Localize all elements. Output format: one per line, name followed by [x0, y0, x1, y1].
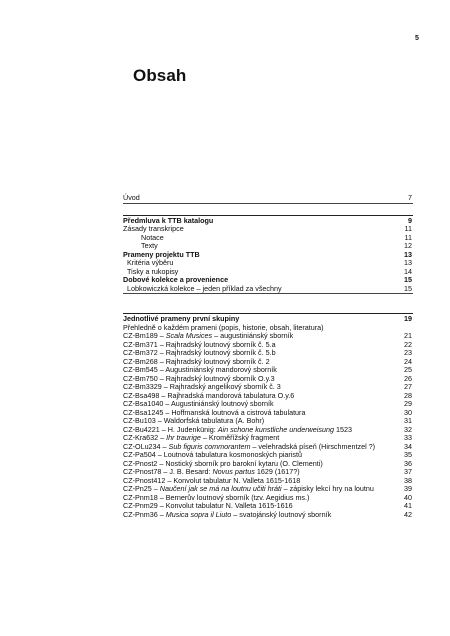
toc-entry-text: CZ-Pnm29 – Konvolut tabulatur N. Valleta 1615-1616 [123, 501, 293, 510]
toc-entry-suffix: – svatojánský loutnový sborník [231, 509, 332, 519]
toc-entry-text: CZ-Pnost412 – Konvolut tabulatur N. Valleta 1615-1618 [123, 475, 301, 485]
toc-entry-text: CZ-Bm545 – Augustiniánský mandorový sborník [123, 365, 277, 374]
toc-entry-suffix: – zápisky lekcí hry na loutnu [281, 484, 374, 493]
toc-entry-suffix: – Kroměřížský fragment [200, 433, 280, 442]
toc-page-number: 32 [404, 424, 412, 434]
toc-entry-text: Tisky a rukopisy [127, 266, 179, 276]
toc-entry-text: CZ-Bm372 – Rajhradský loutnový sborník č. 5.b [123, 348, 276, 357]
toc-page-number: 34 [404, 441, 412, 451]
toc-entry-text: Zásady transkripce [123, 224, 184, 233]
toc-entry-title: Musica sopra il Liuto [165, 509, 232, 519]
toc-entry-prefix: CZ-Kra632 – [123, 433, 167, 442]
toc-page-number: 36 [404, 458, 412, 468]
toc-page-number: 35 [404, 450, 412, 459]
toc-page-number: 38 [404, 475, 412, 485]
toc-entry-text: CZ-Bu103 – Waldorfská tabulatura (A. Bohr) [123, 416, 265, 425]
toc-page-number: 15 [404, 283, 412, 293]
toc-entry-suffix: – augustiniánský sborník [212, 331, 294, 340]
toc-page-number: 42 [404, 509, 412, 519]
toc-entry-text: CZ-Pnm18 – Bernerův loutnový sborník (tzv. Aegidius ms.) [123, 492, 310, 502]
toc-entry-text: CZ-Bm371 – Rajhradský loutnový sborník č. 5.a [123, 339, 276, 349]
toc-entry-suffix: – velehradská píseň (Hirschmentzel ?) [250, 441, 376, 451]
toc-page-number: 13 [404, 258, 412, 267]
toc-entry-suffix: 1523 [333, 424, 352, 434]
toc-entry-title: Scala Musices [165, 331, 213, 340]
toc-page-number: 40 [404, 492, 412, 502]
toc-page-number: 14 [404, 266, 412, 276]
toc-entry-text: CZ-Bm268 – Rajhradský loutnový sborník č. 2 [123, 356, 270, 366]
toc-entry-text: CZ-Pnost2 – Nostický sborník pro barokní kytaru (O. Clementi) [123, 458, 323, 468]
toc-entry-text: CZ-Bsa498 – Rajhradská mandorová tabulatura O.y.6 [123, 390, 295, 400]
toc-entry-text: Lobkowiczká kolekce – jeden příklad za všechny [127, 283, 282, 293]
page-number: 5 [415, 35, 419, 42]
toc-entry-text: Kritéria výběru [127, 258, 174, 267]
toc-page-number: 29 [404, 399, 412, 408]
toc-page-number: 23 [404, 348, 412, 357]
toc-page-number: 24 [404, 356, 412, 366]
toc-page-number: 22 [404, 339, 412, 349]
toc-page-number: 27 [404, 382, 412, 391]
toc-entry [123, 225, 413, 234]
toc-entry-prefix: CZ-Pnost78 – J. B. Besard: [123, 467, 213, 476]
toc-entry-text [123, 511, 413, 520]
toc-page-number: 13 [404, 249, 412, 259]
toc-page-number: 9 [408, 215, 412, 225]
toc-entry-text: Jednotlivé prameny první skupiny [123, 314, 240, 323]
toc-entry [123, 313, 413, 324]
toc-entry-prefix: CZ-Pn25 – [123, 484, 160, 493]
toc-entry-suffix: 1629 (1617?) [254, 467, 300, 476]
toc-entry-text: CZ-Bsa1040 – Augustiniánský loutnový sborník [123, 399, 274, 408]
toc-entry [123, 511, 413, 520]
toc-entry-text: Prameny projektu TTB [123, 249, 200, 259]
toc-entry-prefix: CZ-Pnm36 – [123, 509, 166, 519]
toc-section-intro [123, 194, 413, 204]
toc-entry-prefix: CZ-Bm189 – [123, 331, 166, 340]
toc-entry-title: Novus partus [212, 467, 255, 476]
toc-entry-title: Ihr traurige [166, 433, 201, 442]
toc-entry [123, 194, 413, 203]
toc-entry-text: Texty [141, 241, 158, 250]
toc-page-number: 25 [404, 365, 412, 374]
toc-entry-text: CZ-Pa504 – Loutnová tabulatura kosmonoských piaristů [123, 450, 302, 459]
toc-page-number: 21 [404, 331, 412, 340]
toc-page-number: 41 [404, 501, 412, 510]
toc-entry-text: Dobové kolekce a provenience [123, 275, 229, 284]
toc-page-number: 31 [404, 416, 412, 425]
toc-entry-text: CZ-Bsa1245 – Hoffmanská loutnová a cistrová tabulatura [123, 407, 306, 417]
toc-entry-prefix: CZ-Bu4221 – H. Judenkünig: [123, 424, 218, 434]
toc-entry-prefix: CZ-OLu234 – [123, 441, 169, 451]
toc-page-number: 28 [404, 390, 412, 400]
toc-entry-text: Notace [141, 232, 164, 242]
toc-page-number: 30 [404, 407, 412, 417]
toc-entry-title: Naučení jak se má na loutnu učiti hráti [159, 484, 282, 493]
toc-entry-title: Sub figuris commorantem [168, 441, 251, 451]
toc-entry-text: CZ-Bm750 – Rajhradský loutnový sborník O.y.3 [123, 373, 275, 383]
toc-page-number: 19 [404, 314, 412, 323]
toc-entry [123, 234, 413, 243]
toc-page-number: 33 [404, 433, 412, 442]
toc-entry-text: Úvod [123, 193, 140, 202]
toc-page-number: 15 [404, 275, 412, 284]
table-of-contents [123, 194, 413, 519]
toc-entry-text: Předmluva k TTB katalogu [123, 215, 214, 225]
toc-page-number: 12 [404, 241, 412, 250]
toc-entry [123, 285, 413, 295]
toc-page-number: 39 [404, 484, 412, 493]
toc-section-preface [123, 215, 413, 295]
toc-page-number: 26 [404, 373, 412, 383]
toc-page-number: 11 [404, 224, 412, 233]
toc-page-number: 37 [404, 467, 412, 476]
toc-entry-text: CZ-Bm3329 – Rajhradský angelikový sborník č. 3 [123, 382, 281, 391]
toc-page-number: 11 [404, 232, 412, 242]
toc-page-number: 7 [408, 193, 412, 202]
toc-section-sources [123, 313, 413, 519]
toc-entry-text: Přehledně o každém prameni (popis, historie, obsah, literatura) [123, 322, 324, 332]
page-title: Obsah [133, 66, 187, 85]
toc-entry-title: Ain schone kunstliche underweisung [217, 424, 334, 434]
